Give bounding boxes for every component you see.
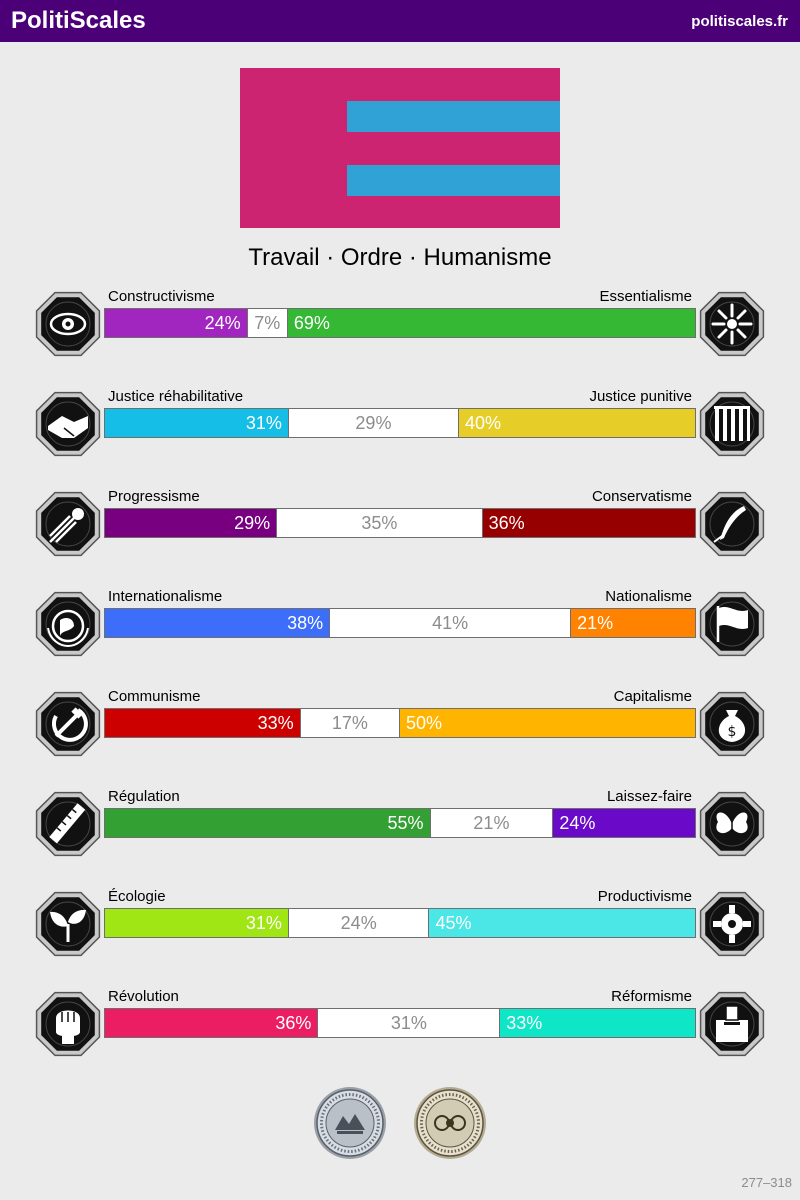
gold-seal-icon <box>413 1086 487 1160</box>
handshake-icon <box>32 388 104 460</box>
svg-text:$: $ <box>727 724 737 740</box>
axis-right-label: Nationalisme <box>605 588 692 605</box>
axis-left-segment: 31% <box>105 909 288 937</box>
axis-row <box>0 888 800 988</box>
axis-left-label: Révolution <box>108 988 179 1005</box>
axis-left-segment: 55% <box>105 809 430 837</box>
axis-right-label: Essentialisme <box>599 288 692 305</box>
axis-right-segment: 24% <box>553 809 695 837</box>
axis-bar <box>104 1008 696 1038</box>
axis-left-label: Communisme <box>108 688 201 705</box>
axis-bar <box>104 508 696 538</box>
axis-bar <box>104 708 696 738</box>
axis-right-segment: 33% <box>500 1009 695 1037</box>
sprout-icon <box>32 888 104 960</box>
axis-bar <box>104 808 696 838</box>
axis-right-segment: 40% <box>459 409 695 437</box>
axis-neutral-segment: 17% <box>300 709 400 737</box>
axis-neutral-segment: 24% <box>288 909 430 937</box>
axis-neutral-segment: 7% <box>247 309 288 337</box>
axis-neutral-segment: 41% <box>329 609 571 637</box>
flag-stripe-bottom <box>347 165 560 196</box>
silver-seal-icon <box>313 1086 387 1160</box>
axis-left-label: Régulation <box>108 788 180 805</box>
axis-row <box>0 388 800 488</box>
axis-neutral-segment: 29% <box>288 409 459 437</box>
prison-bars-icon <box>696 388 768 460</box>
axis-left-label: Constructivisme <box>108 288 215 305</box>
flag-stripe-top <box>347 101 560 132</box>
axis-row <box>0 788 800 888</box>
axis-right-label: Réformisme <box>611 988 692 1005</box>
axis-right-label: Conservatisme <box>591 488 692 505</box>
axis-bar <box>104 408 696 438</box>
brand-logo[interactable]: PolitiScales <box>11 7 146 34</box>
axis-left-label: Internationalisme <box>108 588 223 605</box>
axis-row <box>0 988 800 1088</box>
axis-left-label: Écologie <box>108 888 166 905</box>
butterflies-icon <box>696 788 768 860</box>
axis-right-label: Capitalisme <box>613 688 692 705</box>
axis-row <box>0 488 800 588</box>
gear-icon <box>696 888 768 960</box>
ideology-flag <box>240 68 560 228</box>
axis-row <box>0 688 800 788</box>
comet-icon <box>32 488 104 560</box>
ballot-box-icon <box>696 988 768 1060</box>
flower-icon <box>696 288 768 360</box>
axis-left-segment: 29% <box>105 509 276 537</box>
slogan: Travail · Ordre · Humanisme <box>248 244 552 271</box>
globe-icon <box>32 588 104 660</box>
axis-bar <box>104 308 696 338</box>
axis-left-segment: 36% <box>105 1009 317 1037</box>
axis-left-segment: 31% <box>105 409 288 437</box>
flag-icon <box>696 588 768 660</box>
score-range: 277–318 <box>741 1175 792 1190</box>
flag-background <box>240 68 560 228</box>
axis-bar <box>104 608 696 638</box>
axis-right-segment: 45% <box>429 909 695 937</box>
fist-icon <box>32 988 104 1060</box>
axis-left-segment: 33% <box>105 709 300 737</box>
axis-neutral-segment: 35% <box>276 509 483 537</box>
axis-row <box>0 288 800 388</box>
axis-row <box>0 588 800 688</box>
quill-icon <box>696 488 768 560</box>
axis-right-segment: 69% <box>288 309 695 337</box>
axis-left-label: Justice réhabilitative <box>108 388 244 405</box>
hammer-sickle-icon <box>32 688 104 760</box>
site-link[interactable]: politiscales.fr <box>691 13 788 30</box>
eye-icon <box>32 288 104 360</box>
seals <box>0 1086 800 1162</box>
axis-left-label: Progressisme <box>108 488 200 505</box>
axis-left-segment: 24% <box>105 309 247 337</box>
axis-right-segment: 21% <box>571 609 695 637</box>
ruler-icon <box>32 788 104 860</box>
axis-right-label: Productivisme <box>597 888 692 905</box>
axis-right-segment: 36% <box>483 509 695 537</box>
app-header <box>0 0 800 42</box>
axis-right-label: Justice punitive <box>589 388 692 405</box>
axis-neutral-segment: 21% <box>430 809 554 837</box>
axis-right-label: Laissez-faire <box>606 788 692 805</box>
axis-bar <box>104 908 696 938</box>
axis-left-segment: 38% <box>105 609 329 637</box>
axis-right-segment: 50% <box>400 709 695 737</box>
money-bag-icon <box>696 688 768 760</box>
axis-neutral-segment: 31% <box>317 1009 500 1037</box>
